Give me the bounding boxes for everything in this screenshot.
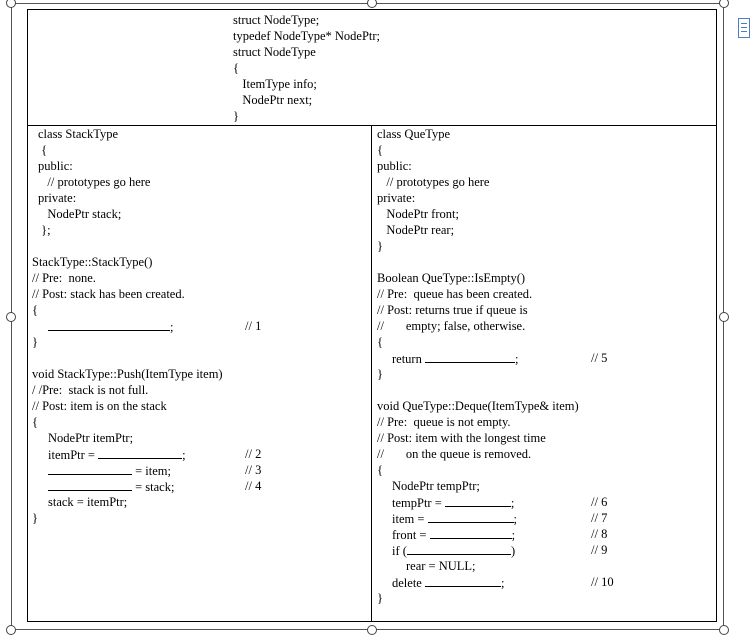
deque-line-7 bbox=[392, 511, 517, 526]
queue-class-line: { bbox=[377, 143, 383, 157]
code-text: ) bbox=[510, 544, 516, 558]
fill-in-blank-1[interactable] bbox=[48, 319, 170, 331]
fill-in-blank-5[interactable] bbox=[425, 351, 515, 363]
semicolon: ; bbox=[170, 320, 174, 334]
line-number-comment-10: // 10 bbox=[591, 575, 614, 589]
semicolon: ; bbox=[500, 576, 505, 590]
code-text: item = bbox=[392, 512, 428, 526]
deque-line-9 bbox=[392, 543, 515, 558]
isempty-post: // Post: returns true if queue is bbox=[377, 303, 528, 317]
semicolon: ; bbox=[514, 352, 519, 366]
code-text: tempPtr = bbox=[392, 496, 445, 510]
resize-handle-left[interactable] bbox=[6, 312, 16, 322]
code-text: front = bbox=[392, 528, 430, 542]
line-number-comment-3: // 3 bbox=[245, 463, 262, 477]
code-text: if ( bbox=[392, 544, 407, 558]
stack-ctor-close: } bbox=[32, 335, 38, 349]
push-line-3 bbox=[48, 463, 171, 478]
push-post: // Post: item is on the stack bbox=[32, 399, 167, 413]
fill-in-blank-4[interactable] bbox=[48, 479, 132, 491]
header-line: typedef NodeType* NodePtr; bbox=[233, 29, 381, 43]
queue-class-line: private: bbox=[377, 191, 416, 205]
push-open: { bbox=[32, 415, 38, 429]
isempty-signature: Boolean QueType::IsEmpty() bbox=[377, 271, 526, 285]
blank-line-1 bbox=[48, 319, 173, 334]
isempty-pre: // Pre: queue has been created. bbox=[377, 287, 533, 301]
line-number-comment-7: // 7 bbox=[591, 511, 608, 525]
code-text: = item; bbox=[132, 464, 171, 478]
fill-in-blank-8[interactable] bbox=[430, 527, 512, 539]
header-line: { bbox=[233, 61, 239, 75]
deque-open: { bbox=[377, 463, 383, 477]
fill-in-blank-6[interactable] bbox=[445, 495, 511, 507]
queue-class-line: NodePtr rear; bbox=[377, 223, 455, 237]
push-line-2 bbox=[48, 447, 186, 462]
stack-class-line: class StackType bbox=[38, 127, 119, 141]
code-text: return bbox=[392, 352, 425, 366]
deque-signature: void QueType::Deque(ItemType& item) bbox=[377, 399, 579, 413]
push-close: } bbox=[32, 511, 38, 525]
fill-in-blank-10[interactable] bbox=[425, 575, 501, 587]
code-table bbox=[27, 9, 717, 622]
stack-ctor-signature: StackType::StackType() bbox=[32, 255, 153, 269]
deque-post-cont: // on the queue is removed. bbox=[377, 447, 532, 461]
stack-ctor-post: // Post: stack has been created. bbox=[32, 287, 185, 301]
deque-line-9b: rear = NULL; bbox=[406, 559, 476, 573]
table-row-divider bbox=[28, 125, 716, 126]
semicolon: ; bbox=[510, 496, 515, 510]
line-number-comment-4: // 4 bbox=[245, 479, 262, 493]
push-signature: void StackType::Push(ItemType item) bbox=[32, 367, 223, 381]
queue-class-line: NodePtr front; bbox=[377, 207, 459, 221]
push-line-4 bbox=[48, 479, 174, 494]
stack-class-line: NodePtr stack; bbox=[38, 207, 122, 221]
deque-line-6 bbox=[392, 495, 514, 510]
deque-line-10 bbox=[392, 575, 504, 590]
deque-close: } bbox=[377, 591, 383, 605]
isempty-open: { bbox=[377, 335, 383, 349]
resize-handle-bottom-right[interactable] bbox=[719, 625, 729, 635]
isempty-return-line bbox=[392, 351, 518, 366]
code-text: = stack; bbox=[132, 480, 175, 494]
stack-class-line: // prototypes go here bbox=[38, 175, 151, 189]
line-number-comment-1: // 1 bbox=[245, 319, 262, 333]
code-text: itemPtr = bbox=[48, 448, 99, 462]
semicolon: ; bbox=[513, 512, 518, 526]
line-number-comment-6: // 6 bbox=[591, 495, 608, 509]
table-column-divider bbox=[371, 125, 372, 621]
semicolon: ; bbox=[511, 528, 516, 542]
queue-class-line: } bbox=[377, 239, 383, 253]
stack-class-line: public: bbox=[38, 159, 73, 173]
isempty-post-cont: // empty; false, otherwise. bbox=[377, 319, 526, 333]
deque-pre: // Pre: queue is not empty. bbox=[377, 415, 511, 429]
deque-line-8 bbox=[392, 527, 515, 542]
header-line: struct NodeType bbox=[233, 45, 316, 59]
fill-in-blank-3[interactable] bbox=[48, 463, 132, 475]
fill-in-blank-2[interactable] bbox=[98, 447, 182, 459]
push-line-5: stack = itemPtr; bbox=[48, 495, 128, 509]
line-number-comment-9: // 9 bbox=[591, 543, 608, 557]
header-line: struct NodeType; bbox=[233, 13, 320, 27]
queue-class-line: class QueType bbox=[377, 127, 451, 141]
push-decl: NodePtr itemPtr; bbox=[48, 431, 134, 445]
deque-decl: NodePtr tempPtr; bbox=[392, 479, 480, 493]
stack-ctor-open: { bbox=[32, 303, 38, 317]
isempty-close: } bbox=[377, 367, 383, 381]
resize-handle-top-right[interactable] bbox=[719, 0, 729, 8]
line-number-comment-8: // 8 bbox=[591, 527, 608, 541]
queue-class-line: // prototypes go here bbox=[377, 175, 490, 189]
fill-in-blank-7[interactable] bbox=[428, 511, 514, 523]
line-number-comment-5: // 5 bbox=[591, 351, 608, 365]
stack-class-line: { bbox=[38, 143, 48, 157]
deque-post: // Post: item with the longest time bbox=[377, 431, 546, 445]
header-line: NodePtr next; bbox=[233, 93, 313, 107]
header-line: ItemType info; bbox=[233, 77, 317, 91]
stack-class-line: }; bbox=[38, 223, 51, 237]
semicolon: ; bbox=[182, 448, 186, 462]
line-number-comment-2: // 2 bbox=[245, 447, 262, 461]
resize-handle-bottom-left[interactable] bbox=[6, 625, 16, 635]
push-pre: / /Pre: stack is not full. bbox=[32, 383, 149, 397]
queue-class-line: public: bbox=[377, 159, 412, 173]
layout-options-icon[interactable] bbox=[738, 18, 750, 38]
fill-in-blank-9[interactable] bbox=[407, 543, 511, 555]
resize-handle-bottom[interactable] bbox=[367, 625, 377, 635]
resize-handle-right[interactable] bbox=[719, 312, 729, 322]
code-text: delete bbox=[392, 576, 425, 590]
header-line: } bbox=[233, 109, 239, 123]
stack-ctor-pre: // Pre: none. bbox=[32, 271, 96, 285]
stack-class-line: private: bbox=[38, 191, 77, 205]
